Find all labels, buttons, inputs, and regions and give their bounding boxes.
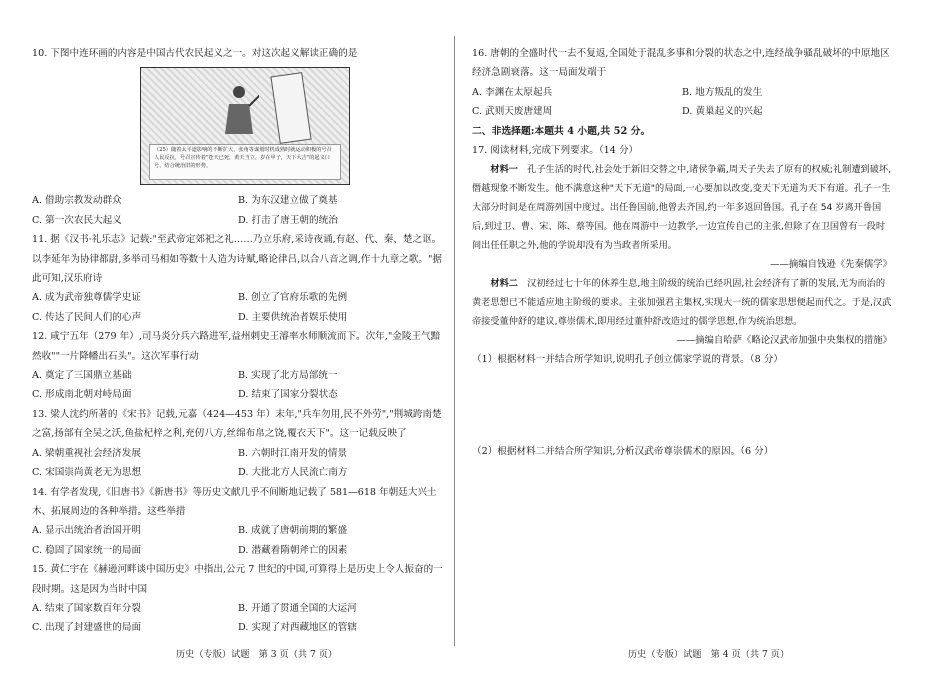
- option-d[interactable]: D. 结束了国家分裂状态: [238, 389, 338, 401]
- subquestion-2: （2）根据材料二并结合所学知识,分析汉武帝尊崇儒术的原因。（6 分）: [472, 445, 774, 457]
- left-page-column: [32, 44, 444, 638]
- option-d[interactable]: D. 实现了对西藏地区的管辖: [238, 622, 357, 634]
- column-divider: [454, 36, 455, 646]
- option-b[interactable]: B. 为东汉建立做了奠基: [238, 195, 338, 207]
- option-d[interactable]: D. 大批北方人民流亡南方: [238, 467, 348, 479]
- question-15-options: [32, 599, 444, 638]
- banner-flag: [270, 73, 311, 145]
- material-one: [472, 160, 892, 255]
- question-17-stem: 17. 阅读材料,完成下列要求。（14 分）: [472, 145, 639, 157]
- option-a[interactable]: A. 借助宗教发动群众: [32, 195, 122, 207]
- comic-panel: [147, 72, 343, 144]
- option-c[interactable]: C. 稳固了国家统一的局面: [32, 544, 142, 556]
- material-one-source: ——摘编自钱逊《先秦儒学》: [770, 259, 892, 271]
- question-16-stem: 16. 唐朝的全盛时代一去不复返,全国处于混乱多事和分裂的状态之中,连经战争骚乱破坏的中原地区经济急剧衰落。这一局面发端于: [472, 48, 890, 79]
- option-a[interactable]: A. 显示出统治者治国开明: [32, 525, 141, 537]
- option-a[interactable]: A. 奠定了三国鼎立基础: [32, 370, 132, 382]
- option-b[interactable]: B. 开通了贯通全国的大运河: [238, 602, 357, 614]
- answer-space-2[interactable]: [472, 461, 892, 501]
- option-c[interactable]: C. 传达了民间人们的心声: [32, 311, 142, 323]
- question-14-stem: 14. 有学者发现,《旧唐书》《新唐书》等历史文献几乎不间断地记载了 581—618 年朝廷大兴土木、拓展周边的各种举措。这些举措: [32, 486, 437, 517]
- option-d[interactable]: D. 潜藏着隋朝斧亡的因素: [238, 544, 348, 556]
- subquestion-1: （1）根据材料一并结合所学知识,说明孔子创立儒家学说的背景。（8 分）: [472, 354, 783, 366]
- figure-person-icon: [219, 84, 259, 144]
- question-12-stem: 12. 咸宁五年（279 年）,司马炎分兵六路进军,益州刺史王濬率水师顺流而下。次年,"金陵王气黯然收""一片降幡出石头"。这次军事行动: [32, 331, 441, 362]
- comic-illustration: [140, 67, 350, 185]
- question-12-options: [32, 366, 444, 405]
- option-c[interactable]: C. 武则天废唐建周: [472, 106, 553, 118]
- question-10-options: [32, 191, 444, 230]
- page-footer-right: 历史（专版）试题 第 4 页（共 7 页）: [628, 649, 790, 660]
- material-two-text: 汉初经过七十年的休养生息,地主阶级的统治已经巩固,社会经济有了新的发展,无为而治的黄老思想已不能适应地主阶级的要求。主张加强君主集权,实现大一统的儒家思想便起而代之。于是,汉武帝接受董仲舒的建议,尊崇儒术,即用经过董仲舒改造过的儒学思想,作为统治思想。: [472, 278, 892, 328]
- question-13-options: [32, 444, 444, 483]
- question-14-options: [32, 521, 444, 560]
- material-two-source: ——摘编自哈萨《略论汉武帝加强中央集权的措施》: [676, 335, 892, 347]
- option-a[interactable]: A. 结束了国家数百年分裂: [32, 602, 141, 614]
- material-one-text: 孔子生活的时代,社会处于新旧交替之中,诸侯争霸,周天子失去了原有的权威;礼制遭到破坏,僭越现象不断发生。他不满意这种"天下无道"的局面,一心要加以改变,变天下无道为天下有道。孔子一生大部分时间是在周游列国中度过。出任鲁国前,他曾去齐国,约一年多返回鲁国。孔子在 54 岁离开鲁国后,到过卫、曹、宋、陈、蔡等国。他在周游中一边教学,一边宣传自己的主张,但除了在卫国曾有一段时间出任任职之外,他的学说却没有为当政者所采用。: [472, 164, 892, 252]
- option-c[interactable]: C. 形成南北朝对峙局面: [32, 389, 132, 401]
- option-d[interactable]: D. 主要供统治者娱乐使用: [238, 311, 348, 323]
- option-b[interactable]: B. 成就了唐朝前期的繁盛: [238, 525, 348, 537]
- option-b[interactable]: B. 创立了官府乐歌的先例: [238, 292, 348, 304]
- option-b[interactable]: B. 六朝时江南开发的情景: [238, 447, 348, 459]
- question-16-options: [472, 83, 892, 122]
- material-two-label: 材料二: [490, 278, 518, 290]
- page-footer-left: 历史（专版）试题 第 3 页（共 7 页）: [176, 649, 338, 660]
- option-c[interactable]: C. 宋国崇尚黄老无为思想: [32, 467, 142, 479]
- question-10-stem: 10. 下图中连环画的内容是中国古代农民起义之一。对这次起义解读正确的是: [32, 48, 358, 59]
- option-c[interactable]: C. 第一次农民大起义: [32, 214, 122, 226]
- option-a[interactable]: A. 梁朝重视社会经济发展: [32, 447, 141, 459]
- option-a[interactable]: A. 成为武帝独尊儒学史证: [32, 292, 141, 304]
- question-15-stem: 15. 黄仁宇在《赫逊河畔谈中国历史》中指出,公元 7 世纪的中国,可算得上是历史上令人振奋的一段时期。这是因为当时中国: [32, 564, 443, 595]
- right-page-column: [472, 44, 892, 501]
- option-d[interactable]: D. 黄巢起义的兴起: [682, 106, 763, 118]
- option-b[interactable]: B. 地方叛乱的发生: [682, 86, 763, 98]
- answer-space-1[interactable]: [472, 370, 892, 442]
- question-11-stem: 11. 据《汉书·礼乐志》记载:"至武帝定郊祀之礼……乃立乐府,采诗夜诵,有赵、代、秦、楚之讴。以李延年为协律都尉,多举司马相如等数十人造为诗赋,略论律吕,以合八音之调,作十九章之歌。"据此可知,汉乐府诗: [32, 234, 442, 285]
- material-one-label: 材料一: [490, 164, 518, 176]
- section-title: 二、非选择题:本题共 4 小题,共 52 分。: [472, 125, 651, 137]
- option-b[interactable]: B. 实现了北方局部统一: [238, 370, 338, 382]
- option-c[interactable]: C. 出现了封建盛世的局面: [32, 622, 142, 634]
- option-a[interactable]: A. 李渊在太原起兵: [472, 86, 553, 98]
- comic-caption: （25）随着太平道影响的不断扩大，张角等谋划时机成熟时就运动积极的号召人民反抗，号召宣传着"苍天已死，黄天当立，岁在甲子，天下大吉"的起义口号，结合统治旧的形势。: [149, 144, 341, 180]
- question-11-options: [32, 288, 444, 327]
- material-two: [472, 274, 892, 331]
- question-13-stem: 13. 梁人沈约所著的《宋书》记载,元嘉（424—453 年）末年,"兵车勿用,民不外劳","荆城跨南楚之富,扬部有全吴之沃,鱼盐杞梓之利,充仞八方,丝绵布帛之饶,覆衣天下"。这一记载反映了: [32, 408, 442, 440]
- option-d[interactable]: D. 打击了唐王朝的统治: [238, 214, 338, 226]
